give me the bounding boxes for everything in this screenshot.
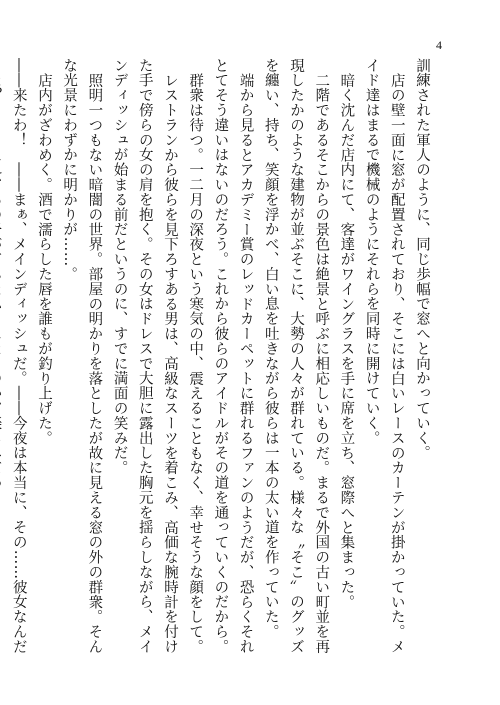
- paragraph: 二階であるそこからの景色は絶景と呼ぶに相応しいものだ。まるで外国の古い町並を再現したかのような建物が並ぶそこに、大勢の人々が群れている。様々な〝そこ〟のグッズを纏い、持ち、笑顔を浮かべ、白い息を吐きながら彼らは一本の太い道を作っていた。: [262, 58, 330, 654]
- paragraph: 訓練された軍人のように、同じ歩幅で窓へと向かっていく。: [414, 58, 430, 461]
- paragraph: 店内がざわめく。酒で濡らした唇を誰もが釣り上げた。: [35, 72, 52, 445]
- paragraph: レストランから彼らを見下ろすある男は、高級なスーツを着こみ、高価な腕時計を付けた手で傍らの女の肩を抱く。その女はドレスで大胆に露出した胸元を揺らしながら、メインディッシュが始まる前だというのに、すでに満面の笑みだ。: [111, 58, 178, 654]
- paragraph: ――来たわ！ ――まぁ、メインディッシュだ。――今夜は本当に、その……彼女なんだ: [10, 58, 27, 654]
- paragraph: 群衆は待つ。一二月の深夜という寒気の中、震えることもなく、幸せそうな顔をして。: [187, 72, 204, 654]
- page-number: 4: [436, 38, 442, 52]
- body-text: [10, 58, 434, 668]
- paragraph: 照明一つもない暗闇の世界。部屋の明かりを落としたが故に見える窓の外の群衆。そんな光景にわずかに明かりが……。: [61, 58, 103, 654]
- paragraph: 店の壁一面に窓が配置されており、そこには白いレースのカーテンが掛かっていた。メイド達はまるで機械のようにそれらを同時に開けていく。: [363, 58, 405, 654]
- paragraph: 端から見るとアカデミー賞のレッドカーペットに群れるファンのようだが、恐らくそれとてそう違いはないのだろう。これから彼らのアイドルがその道を通っていくのだから。: [212, 58, 254, 654]
- paragraph: 暗く沈んだ店内にて、客達がワイングラスを手に席を立ち、窓際へと集まった。: [338, 72, 355, 609]
